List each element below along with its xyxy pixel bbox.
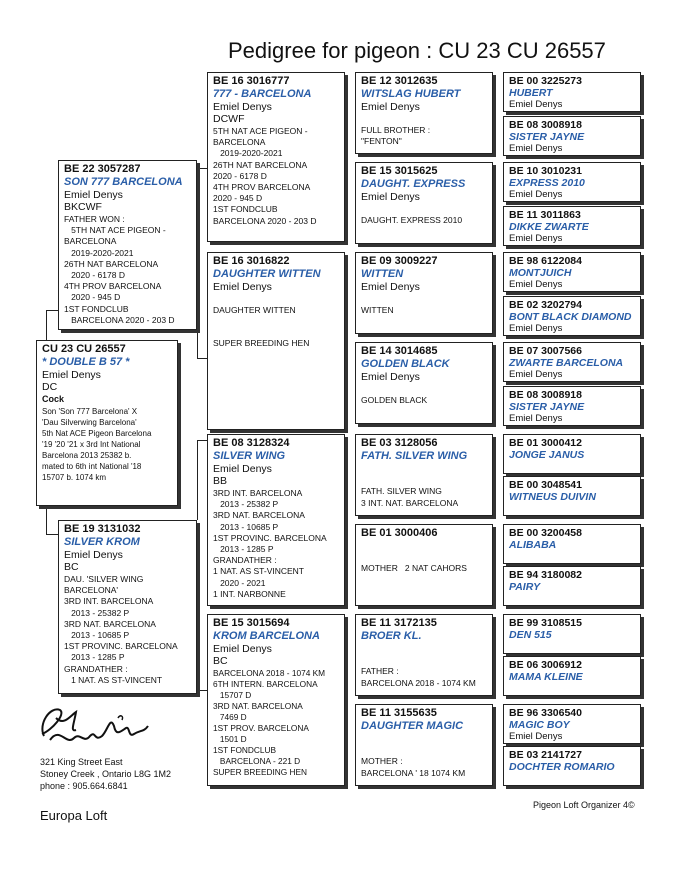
breeder: Emiel Denys [361, 101, 420, 113]
great-grandparent-card[interactable] [355, 342, 493, 424]
pigeon-name: GOLDEN BLACK [361, 358, 450, 370]
color-code: BKCWF [64, 201, 102, 213]
pedigree-note: 5TH NAT ACE PIGEON - BARCELONA 2019-2020-2021 26TH NAT BARCELONA 2020 - 6178 D 4TH PROV BARCELONA 2020 - 945 D 1ST FONDCLUB BARCELONA 2020 - 203 D [213, 126, 317, 226]
ring-number: BE 14 3014685 [361, 345, 438, 357]
pigeon-name: WITSLAG HUBERT [361, 88, 461, 100]
pedigree-note: DAU. 'SILVER WING BARCELONA' 3RD INT. BARCELONA 2013 - 25382 P 3RD NAT. BARCELONA 2013 - 10685 P 1ST PROVINC. BARCELONA 2013 - 1285 P GRANDATHER : 1 NAT. AS ST-VINCENT [64, 574, 178, 685]
pedigree-note: FATHER : BARCELONA 2018 - 1074 KM [361, 666, 476, 688]
pigeon-name: DAUGHTER MAGIC [361, 720, 464, 732]
color-code: DC [42, 381, 58, 393]
pigeon-name: SILVER WING [213, 450, 286, 462]
ancestor-card[interactable] [503, 434, 641, 474]
ring-number: BE 08 3008918 [509, 119, 582, 131]
ring-number: BE 22 3057287 [64, 163, 141, 175]
pigeon-name: BONT BLACK DIAMOND [509, 311, 632, 323]
breeder: Emiel Denys [509, 279, 563, 290]
connector [197, 358, 207, 359]
ring-number: BE 08 3008918 [509, 389, 582, 401]
color-code: BB [213, 475, 228, 487]
pigeon-name: * DOUBLE B 57 * [42, 356, 130, 368]
ring-number: BE 15 3015625 [361, 165, 438, 177]
color-code: DCWF [213, 113, 245, 125]
ring-number: BE 94 3180082 [509, 569, 582, 581]
great-grandparent-card[interactable] [355, 162, 493, 244]
owner-phone: phone : 905.664.6841 [40, 781, 128, 791]
ancestor-card[interactable] [503, 206, 641, 246]
pedigree-note: MOTHER 2 NAT CAHORS [361, 563, 467, 574]
pigeon-name: WITNEUS DUIVIN [509, 491, 596, 503]
ring-number: BE 03 2141727 [509, 749, 582, 761]
ring-number: BE 10 3010231 [509, 165, 582, 177]
breeder: Emiel Denys [213, 281, 272, 293]
breeder: Emiel Denys [509, 143, 563, 154]
breeder: Emiel Denys [213, 643, 272, 655]
pigeon-name: ALIBABA [509, 539, 557, 551]
breeder: Emiel Denys [361, 281, 420, 293]
ancestor-card[interactable] [503, 72, 641, 112]
ring-number: BE 98 6122084 [509, 255, 582, 267]
breeder: Emiel Denys [64, 189, 123, 201]
connector [197, 330, 198, 358]
ancestor-card[interactable] [503, 296, 641, 336]
breeder: Emiel Denys [509, 99, 563, 110]
ring-number: BE 00 3048541 [509, 479, 582, 491]
ring-number: BE 00 3225273 [509, 75, 582, 87]
ring-number: CU 23 CU 26557 [42, 343, 126, 355]
ancestor-card[interactable] [503, 476, 641, 516]
ancestor-card[interactable] [503, 614, 641, 654]
pedigree-note: DAUGHTER WITTEN SUPER BREEDING HEN [213, 305, 310, 348]
pigeon-name: ZWARTE BARCELONA [509, 357, 624, 369]
owner-address-line2: Stoney Creek , Ontario L8G 1M2 [40, 769, 172, 779]
breeder: Emiel Denys [64, 549, 123, 561]
breeder: Emiel Denys [361, 371, 420, 383]
grandparent-card[interactable] [207, 72, 345, 242]
sex: Cock [42, 394, 65, 404]
ancestor-card[interactable] [503, 342, 641, 382]
pigeon-name: SISTER JAYNE [509, 401, 585, 413]
pedigree-note: DAUGHT. EXPRESS 2010 [361, 215, 463, 226]
breeder: Emiel Denys [509, 189, 563, 200]
ring-number: BE 06 3006912 [509, 659, 582, 671]
breeder: Emiel Denys [509, 413, 563, 424]
ancestor-card[interactable] [503, 566, 641, 606]
ancestor-card[interactable] [503, 162, 641, 202]
grandparent-card[interactable] [207, 614, 345, 786]
pedigree-note: FATH. SILVER WING 3 INT. NAT. BARCELONA [361, 486, 459, 508]
breeder: Emiel Denys [509, 233, 563, 244]
pigeon-name: MAGIC BOY [509, 719, 570, 731]
pigeon-name: PAIRY [509, 581, 541, 593]
color-code: BC [213, 655, 228, 667]
connector [197, 690, 207, 691]
ring-number: BE 96 3306540 [509, 707, 582, 719]
great-grandparent-card[interactable] [355, 72, 493, 154]
ring-number: BE 15 3015694 [213, 617, 290, 629]
ring-number: BE 99 3108515 [509, 617, 582, 629]
connector [197, 440, 198, 520]
ancestor-card[interactable] [503, 386, 641, 426]
breeder: Emiel Denys [213, 463, 272, 475]
pedigree-note: FULL BROTHER : "FENTON" [361, 125, 431, 147]
pigeon-name: DOCHTER ROMARIO [509, 761, 615, 773]
pedigree-note: FATHER WON : 5TH NAT ACE PIGEON - BARCELONA 2019-2020-2021 26TH NAT BARCELONA 2020 - 6178 D 4TH PROV BARCELONA 2020 - 945 D 1ST FONDCLUB BARCELONA 2020 - 203 D [64, 214, 175, 325]
dam-card[interactable] [58, 520, 197, 694]
pedigree-note: BARCELONA 2018 - 1074 KM 6TH INTERN. BARCELONA 15707 D 3RD NAT. BARCELONA 7469 D 1ST PROV. BARCELONA 1501 D 1ST FONDCLUB BARCELONA - 221 D SUPER BREEDING HEN [213, 668, 326, 777]
pedigree-note: MOTHER : BARCELONA ' 18 1074 KM [361, 756, 466, 778]
footer-credit: Pigeon Loft Organizer 4© [533, 800, 635, 810]
ring-number: BE 11 3155635 [361, 707, 437, 719]
pigeon-name: WITTEN [361, 268, 404, 280]
ancestor-card[interactable] [503, 116, 641, 156]
connector [46, 310, 58, 311]
breeder: Emiel Denys [509, 369, 563, 380]
pedigree-note: Son 'Son 777 Barcelona' X 'Dau Silverwing Barcelona' 5th Nat ACE Pigeon Barcelona '19 '20 '21 x 3rd Int National Barcelona 2013 25382 b. mated to 6th int National '18 15707 b. 1074 km [42, 407, 152, 482]
pigeon-name: FATH. SILVER WING [361, 450, 468, 462]
connector [46, 506, 47, 534]
ancestor-card[interactable] [503, 524, 641, 564]
pigeon-name: 777 - BARCELONA [213, 88, 312, 100]
signature-image [30, 696, 160, 752]
pigeon-name: DAUGHTER WITTEN [213, 268, 321, 280]
ring-number: BE 08 3128324 [213, 437, 290, 449]
pigeon-name: MAMA KLEINE [509, 671, 583, 683]
page-title: Pedigree for pigeon : CU 23 CU 26557 [228, 38, 606, 63]
pigeon-name: SILVER KROM [64, 536, 140, 548]
breeder: Emiel Denys [42, 369, 101, 381]
breeder: Emiel Denys [213, 101, 272, 113]
connector [46, 310, 47, 340]
ring-number: BE 16 3016822 [213, 255, 290, 267]
pedigree-note: 3RD INT. BARCELONA 2013 - 25382 P 3RD NAT. BARCELONA 2013 - 10685 P 1ST PROVINC. BARCELONA 2013 - 1285 P GRANDATHER : 1 NAT. AS ST-VINCENT 2020 - 2021 1 INT. NARBONNE [213, 488, 327, 599]
ring-number: BE 09 3009227 [361, 255, 438, 267]
connector [197, 620, 198, 690]
ancestor-card[interactable] [503, 704, 641, 744]
great-grandparent-card[interactable] [355, 524, 493, 606]
pigeon-name: SISTER JAYNE [509, 131, 585, 143]
pigeon-name: HUBERT [509, 87, 553, 99]
ring-number: BE 16 3016777 [213, 75, 290, 87]
subject-card[interactable] [36, 340, 178, 506]
pigeon-name: DEN 515 [509, 629, 552, 641]
ring-number: BE 07 3007566 [509, 345, 582, 357]
ring-number: BE 03 3128056 [361, 437, 438, 449]
connector [197, 168, 198, 238]
breeder: Emiel Denys [509, 731, 563, 742]
great-grandparent-card[interactable] [355, 434, 493, 516]
breeder: Emiel Denys [361, 191, 420, 203]
ring-number: BE 01 3000406 [361, 527, 438, 539]
ring-number: BE 11 3172135 [361, 617, 437, 629]
pigeon-name: MONTJUICH [509, 267, 572, 279]
grandparent-card[interactable] [207, 434, 345, 606]
owner-address-line1: 321 King Street East [40, 757, 123, 767]
ancestor-card[interactable] [503, 252, 641, 292]
ancestor-card[interactable] [503, 746, 641, 786]
great-grandparent-card[interactable] [355, 704, 493, 786]
ring-number: BE 11 3011863 [509, 209, 581, 221]
great-grandparent-card[interactable] [355, 252, 493, 334]
pedigree-note: WITTEN [361, 305, 394, 316]
pigeon-name: EXPRESS 2010 [509, 177, 585, 189]
sire-card[interactable] [58, 160, 197, 330]
loft-name: Europa Loft [40, 808, 108, 823]
ring-number: BE 19 3131032 [64, 523, 141, 535]
pigeon-name: BROER KL. [361, 630, 422, 642]
ring-number: BE 12 3012635 [361, 75, 438, 87]
grandparent-card[interactable] [207, 252, 345, 430]
pigeon-name: DIKKE ZWARTE [509, 221, 589, 233]
ring-number: BE 00 3200458 [509, 527, 582, 539]
pigeon-name: KROM BARCELONA [213, 630, 320, 642]
ring-number: BE 02 3202794 [509, 299, 582, 311]
ancestor-card[interactable] [503, 656, 641, 696]
great-grandparent-card[interactable] [355, 614, 493, 696]
connector [197, 440, 207, 441]
connector [46, 534, 58, 535]
pigeon-name: SON 777 BARCELONA [64, 176, 183, 188]
pedigree-note: GOLDEN BLACK [361, 395, 428, 406]
ring-number: BE 01 3000412 [509, 437, 582, 449]
pigeon-name: JONGE JANUS [509, 449, 585, 461]
breeder: Emiel Denys [509, 323, 563, 334]
pigeon-name: DAUGHT. EXPRESS [361, 178, 466, 190]
color-code: BC [64, 561, 79, 573]
connector [197, 168, 207, 169]
